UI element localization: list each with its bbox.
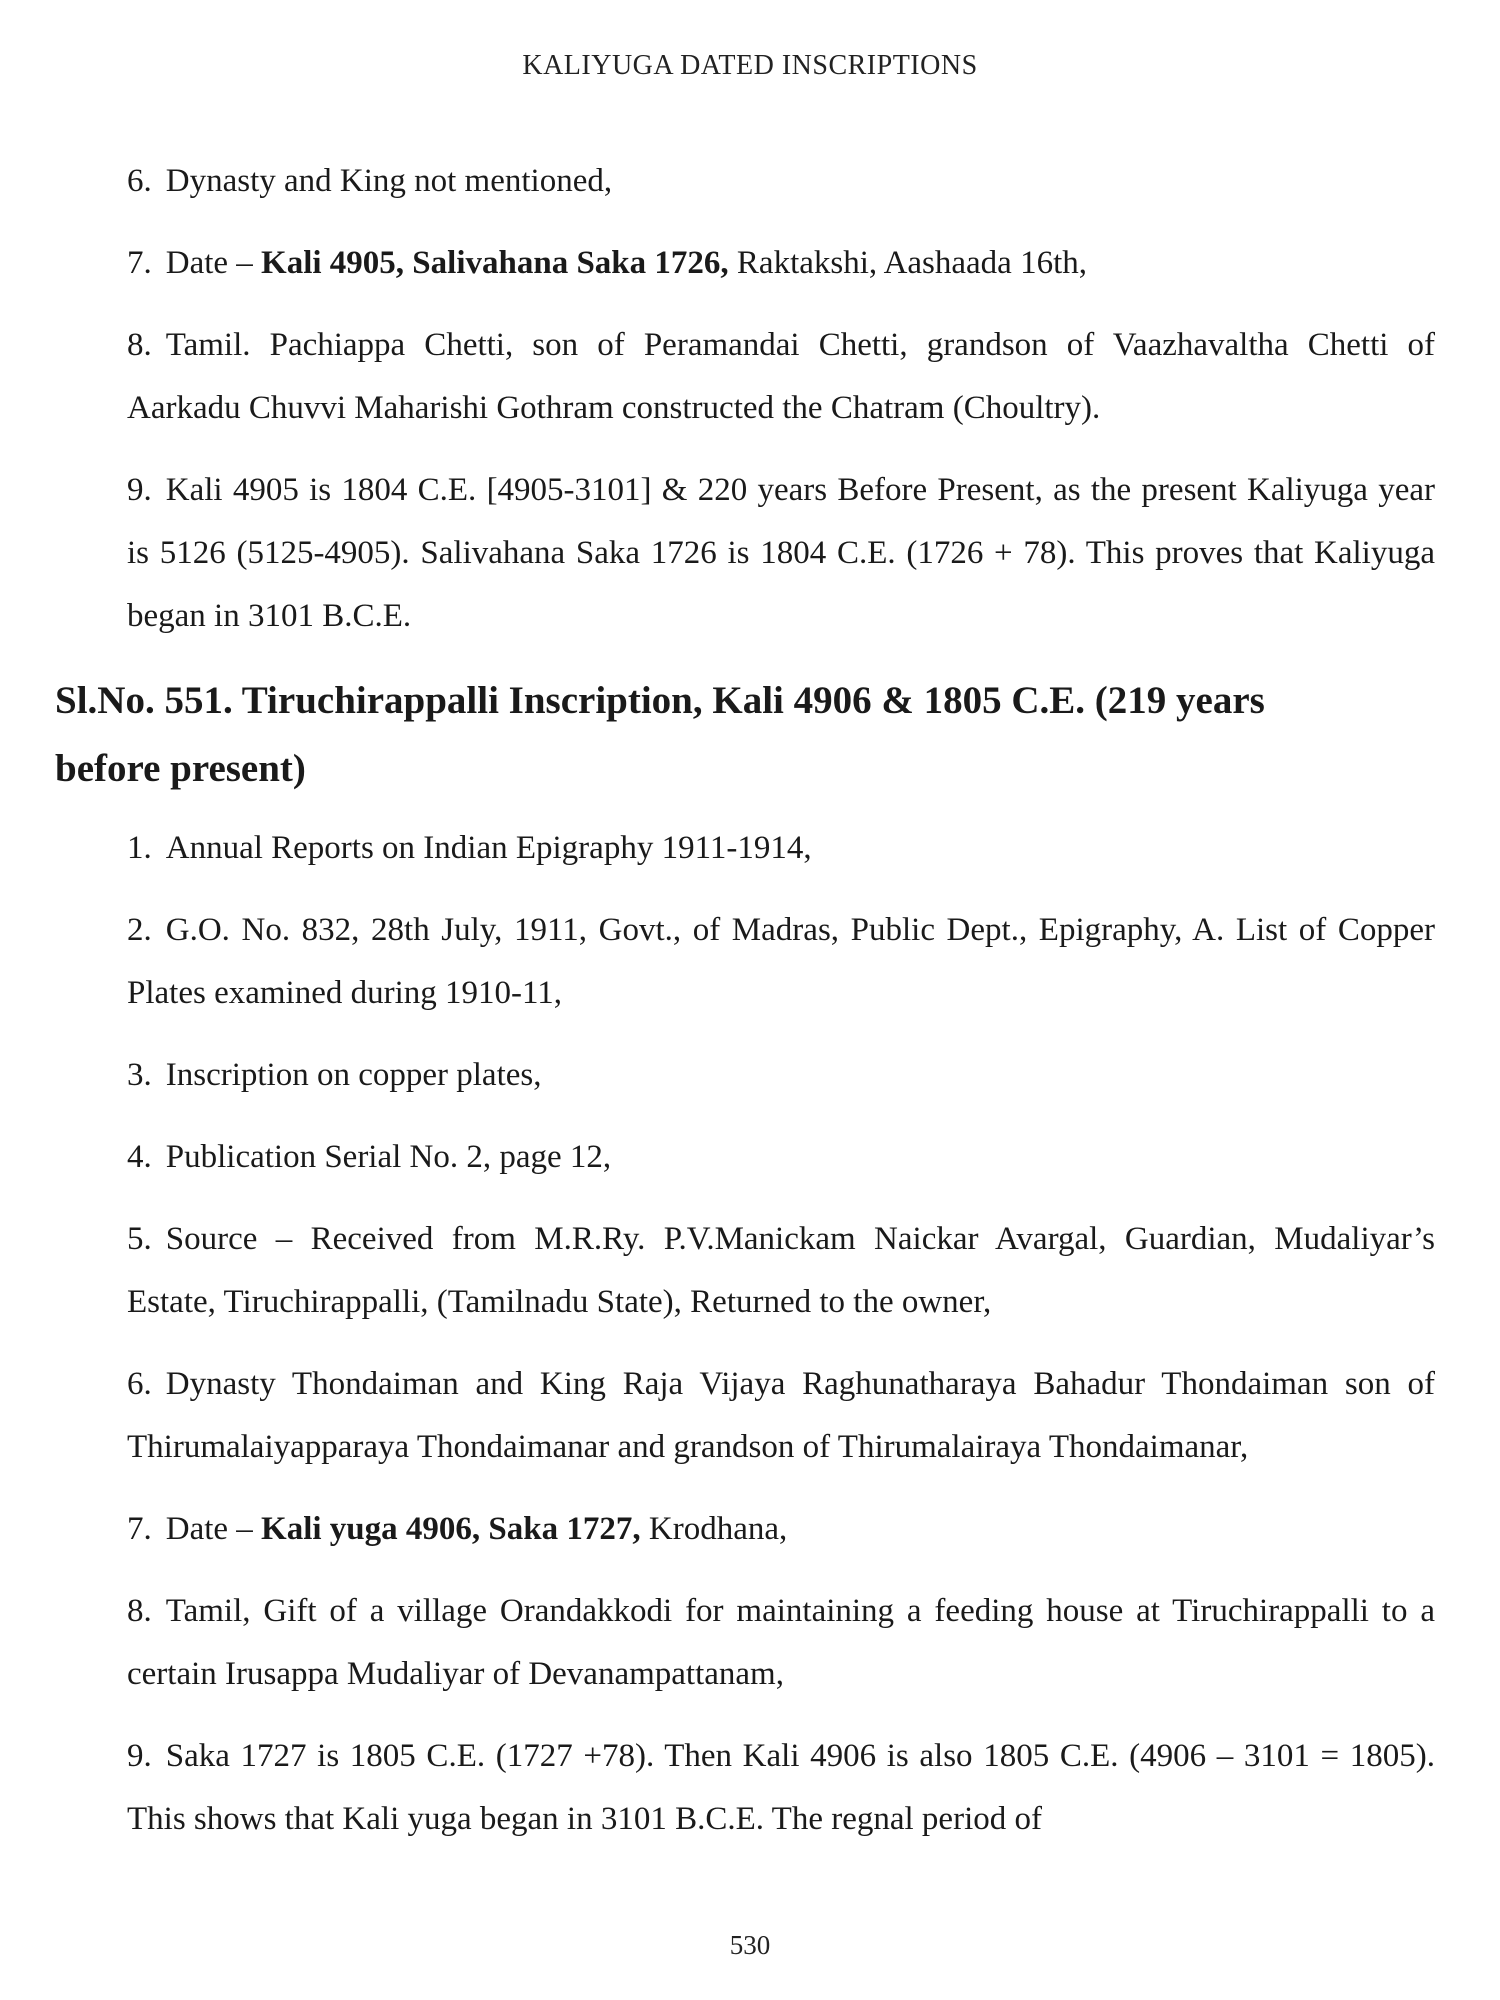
item-text: Dynasty Thondaiman and King Raja Vijaya Raghunatharaya Bahadur Thondaiman son of Thirumalaiyapparaya Thondaimanar and grandson of Thirumalairaya Thondaimanar, [127,1366,1435,1465]
list-item [127,232,1435,295]
item-number: 4. [127,1139,152,1175]
item-number: 8. [127,1593,152,1629]
item-number: 5. [127,1221,152,1257]
item-text: Inscription on copper plates, [165,1057,542,1093]
list-item [127,1208,1435,1334]
list-item [127,1044,1435,1107]
item-text-prefix: Date – [165,1511,262,1547]
list-item [127,1353,1435,1479]
list-item [127,817,1435,880]
entry-heading: Sl.No. 551. Tiruchirappalli Inscription, Kali 4906 & 1805 C.E. (219 years before present) [55,679,1265,790]
item-number: 7. [127,245,152,281]
list-item [127,1725,1435,1851]
item-number: 9. [127,1738,152,1774]
item-number: 9. [127,472,152,508]
item-text: Annual Reports on Indian Epigraphy 1911-1914, [165,830,812,866]
list-item [127,1580,1435,1706]
item-text-suffix: Raktakshi, Aashaada 16th, [728,245,1087,281]
item-text: Source – Received from M.R.Ry. P.V.Manickam Naickar Avargal, Guardian, Mudaliyar’s Estate, Tiruchirappalli, (Tamilnadu State), Returned to the owner, [127,1221,1435,1320]
item-text: Saka 1727 is 1805 C.E. (1727 +78). Then Kali 4906 is also 1805 C.E. (4906 – 3101 = 1805). This shows that Kali yuga began in 3101 B.C.E. The regnal period of [127,1738,1435,1837]
running-head: KALIYUGA DATED INSCRIPTIONS [522,50,978,81]
item-number: 6. [127,163,152,199]
list-item [127,1498,1435,1561]
item-number: 3. [127,1057,152,1093]
list-item [127,459,1435,648]
list-item [127,150,1435,213]
item-text-suffix: Krodhana, [640,1511,788,1547]
list-item [127,899,1435,1025]
item-number: 2. [127,912,152,948]
list-item [127,314,1435,440]
item-number: 6. [127,1366,152,1402]
item-text: G.O. No. 832, 28th July, 1911, Govt., of Madras, Public Dept., Epigraphy, A. List of Copper Plates examined during 1910-11, [127,912,1435,1011]
item-text: Tamil. Pachiappa Chetti, son of Peramandai Chetti, grandson of Vaazhavaltha Chetti of Aarkadu Chuvvi Maharishi Gothram constructed the Chatram (Choultry). [127,327,1435,426]
list-item [127,1126,1435,1189]
item-date-bold: Kali yuga 4906, Saka 1727, [261,1511,641,1547]
item-text: Tamil, Gift of a village Orandakkodi for maintaining a feeding house at Tiruchirappalli to a certain Irusappa Mudaliyar of Devanampattanam, [127,1593,1435,1692]
item-date-bold: Kali 4905, Salivahana Saka 1726, [261,245,729,281]
item-text-prefix: Date – [165,245,262,281]
page-content [55,150,1435,1870]
item-number: 7. [127,1511,152,1547]
page-number: 530 [729,1930,771,1960]
item-text: Kali 4905 is 1804 C.E. [4905-3101] & 220 years Before Present, as the present Kaliyuga year is 5126 (5125-4905). Salivahana Saka 1726 is 1804 C.E. (1726 + 78). This proves that Kaliyuga began in 3101 B.C.E. [127,472,1435,634]
item-number: 1. [127,830,152,866]
item-text: Publication Serial No. 2, page 12, [165,1139,612,1175]
item-number: 8. [127,327,152,363]
item-text: Dynasty and King not mentioned, [165,163,613,199]
